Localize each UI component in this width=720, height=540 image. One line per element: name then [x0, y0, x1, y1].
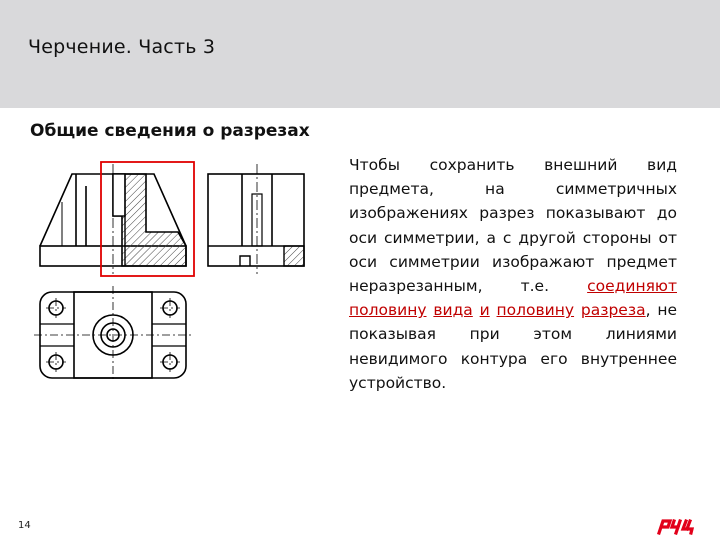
- text-run: [473, 301, 480, 319]
- technical-drawing: [28, 150, 340, 382]
- page-number: 14: [18, 520, 31, 531]
- text-run: [490, 301, 497, 319]
- rzd-logo-icon: [656, 517, 696, 535]
- header-title: Черчение. Часть 3: [28, 36, 216, 58]
- highlighted-term: вида: [433, 301, 473, 320]
- side-view-section: [284, 246, 304, 266]
- highlighted-term: и: [479, 301, 490, 320]
- highlighted-term: половину: [496, 301, 575, 320]
- text-run: Чтобы сохранить внешний вид предмета, на симметричных изображениях разрез показывают до оси симметрии, а с другой стороны от оси симметрии изображают предмет неразрезанным, т.е.: [349, 156, 677, 296]
- header-bar: [0, 0, 720, 108]
- text-run: , не показывая при этом линиями невидимого контура его внутреннее устройство.: [349, 301, 678, 392]
- highlighted-term: половину: [349, 301, 427, 320]
- text-run: [574, 301, 581, 319]
- slide-heading: Общие сведения о разрезах: [30, 121, 310, 141]
- body-paragraph: [349, 153, 677, 395]
- highlighted-term: соединяют: [587, 277, 677, 296]
- highlighted-term: разреза: [580, 301, 646, 320]
